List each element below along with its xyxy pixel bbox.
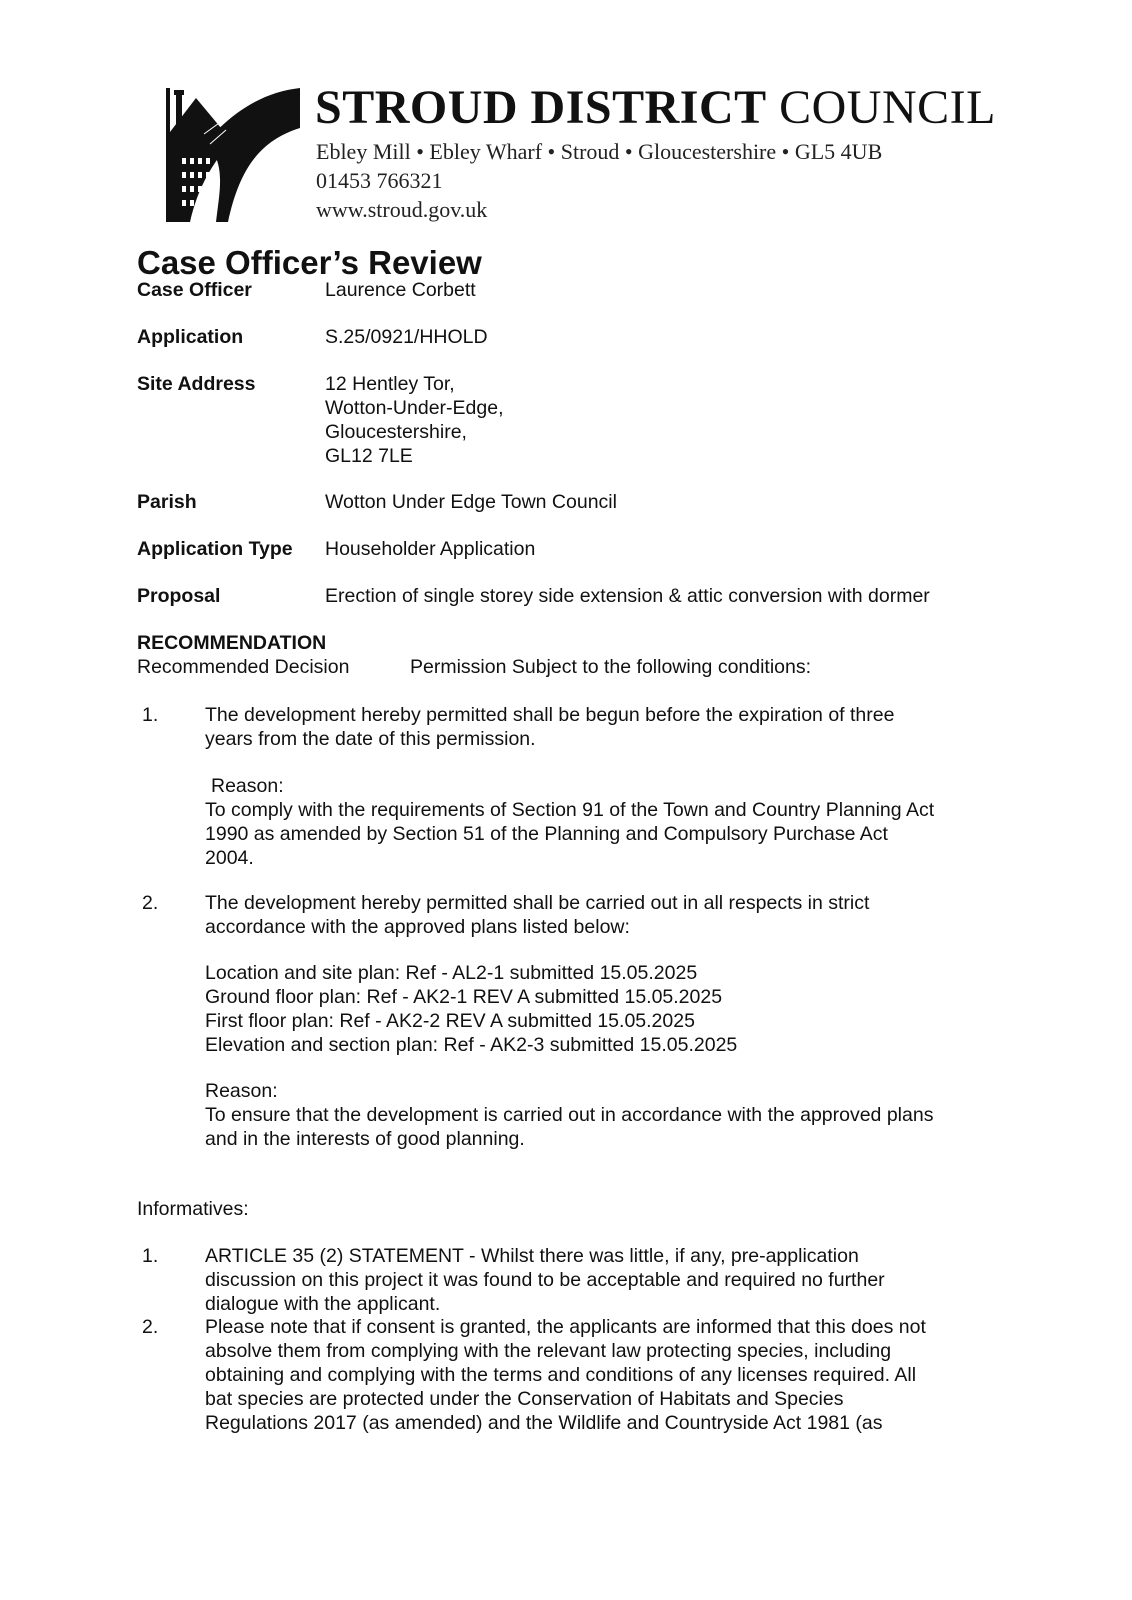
plan-item: Location and site plan: Ref - AL2-1 submitted 15.05.2025 <box>205 962 698 984</box>
approved-plans-list <box>205 961 1005 1057</box>
informative-line: obtaining and complying with the terms and conditions of any licenses required. All <box>205 1364 917 1386</box>
informative-number: 1. <box>142 1245 159 1267</box>
site-address-label: Site Address <box>137 373 256 395</box>
condition-line: The development hereby permitted shall be carried out in all respects in strict <box>205 892 870 914</box>
site-address-line: Wotton-Under-Edge, <box>325 397 504 419</box>
reason-line: To comply with the requirements of Section 91 of the Town and Country Planning Act <box>205 799 935 821</box>
condition-reason-label: Reason: <box>211 775 284 797</box>
application-type-label: Application Type <box>137 538 293 560</box>
reason-line: 2004. <box>205 847 254 869</box>
organization-name: STROUD DISTRICT COUNCIL <box>315 81 996 134</box>
site-address-line: GL12 7LE <box>325 445 413 467</box>
condition-number: 1. <box>142 704 159 726</box>
recommended-decision-value: Permission Subject to the following conditions: <box>410 656 812 678</box>
condition-line: accordance with the approved plans listed below: <box>205 916 630 938</box>
case-officer-label: Case Officer <box>137 279 252 301</box>
plan-item: Ground floor plan: Ref - AK2-1 REV A submitted 15.05.2025 <box>205 986 723 1008</box>
site-address-line: Gloucestershire, <box>325 421 467 443</box>
plan-item: First floor plan: Ref - AK2-2 REV A submitted 15.05.2025 <box>205 1010 695 1032</box>
condition-reason <box>205 1103 1005 1151</box>
condition-line: years from the date of this permission. <box>205 728 536 750</box>
informative-number: 2. <box>142 1316 159 1338</box>
informative-text <box>205 1315 1005 1435</box>
proposal-label: Proposal <box>137 585 221 607</box>
case-officer-value: Laurence Corbett <box>325 279 476 301</box>
org-phone: 01453 766321 <box>316 168 443 193</box>
informative-line: bat species are protected under the Conservation of Habitats and Species <box>205 1388 844 1410</box>
condition-line: The development hereby permitted shall be begun before the expiration of three <box>205 704 895 726</box>
parish-label: Parish <box>137 491 197 513</box>
informatives-heading: Informatives: <box>137 1198 249 1220</box>
recommendation-heading: RECOMMENDATION <box>137 632 327 654</box>
reason-line: and in the interests of good planning. <box>205 1128 525 1150</box>
parish-value: Wotton Under Edge Town Council <box>325 491 617 513</box>
site-address-value <box>325 372 503 468</box>
informative-line: absolve them from complying with the relevant law protecting species, including <box>205 1340 892 1362</box>
page-title: Case Officer’s Review <box>137 244 482 281</box>
plan-item: Elevation and section plan: Ref - AK2-3 submitted 15.05.2025 <box>205 1034 738 1056</box>
informative-line: Regulations 2017 (as amended) and the Wildlife and Countryside Act 1981 (as <box>205 1412 883 1434</box>
site-address-line: 12 Hentley Tor, <box>325 373 455 395</box>
condition-number: 2. <box>142 892 159 914</box>
informative-line: dialogue with the applicant. <box>205 1293 441 1315</box>
proposal-value: Erection of single storey side extension & attic conversion with dormer <box>325 585 930 607</box>
reason-line: 1990 as amended by Section 51 of the Planning and Compulsory Purchase Act <box>205 823 888 845</box>
condition-reason <box>205 798 1005 870</box>
informative-text <box>205 1244 1005 1316</box>
application-value: S.25/0921/HHOLD <box>325 326 488 348</box>
recommended-decision-label: Recommended Decision <box>137 656 350 678</box>
informative-line: discussion on this project it was found to be acceptable and required no further <box>205 1269 885 1291</box>
informative-line: Please note that if consent is granted, the applicants are informed that this does not <box>205 1316 926 1338</box>
condition-text <box>205 891 1005 939</box>
application-label: Application <box>137 326 244 348</box>
reason-line: To ensure that the development is carried out in accordance with the approved plans <box>205 1104 934 1126</box>
council-logo <box>166 88 300 222</box>
condition-reason-label: Reason: <box>205 1080 278 1102</box>
informative-line: ARTICLE 35 (2) STATEMENT - Whilst there was little, if any, pre-application <box>205 1245 859 1267</box>
org-address: Ebley Mill • Ebley Wharf • Stroud • Gloucestershire • GL5 4UB <box>316 139 883 164</box>
application-type-value: Householder Application <box>325 538 536 560</box>
condition-text <box>205 703 1005 751</box>
org-website[interactable]: www.stroud.gov.uk <box>316 197 488 222</box>
